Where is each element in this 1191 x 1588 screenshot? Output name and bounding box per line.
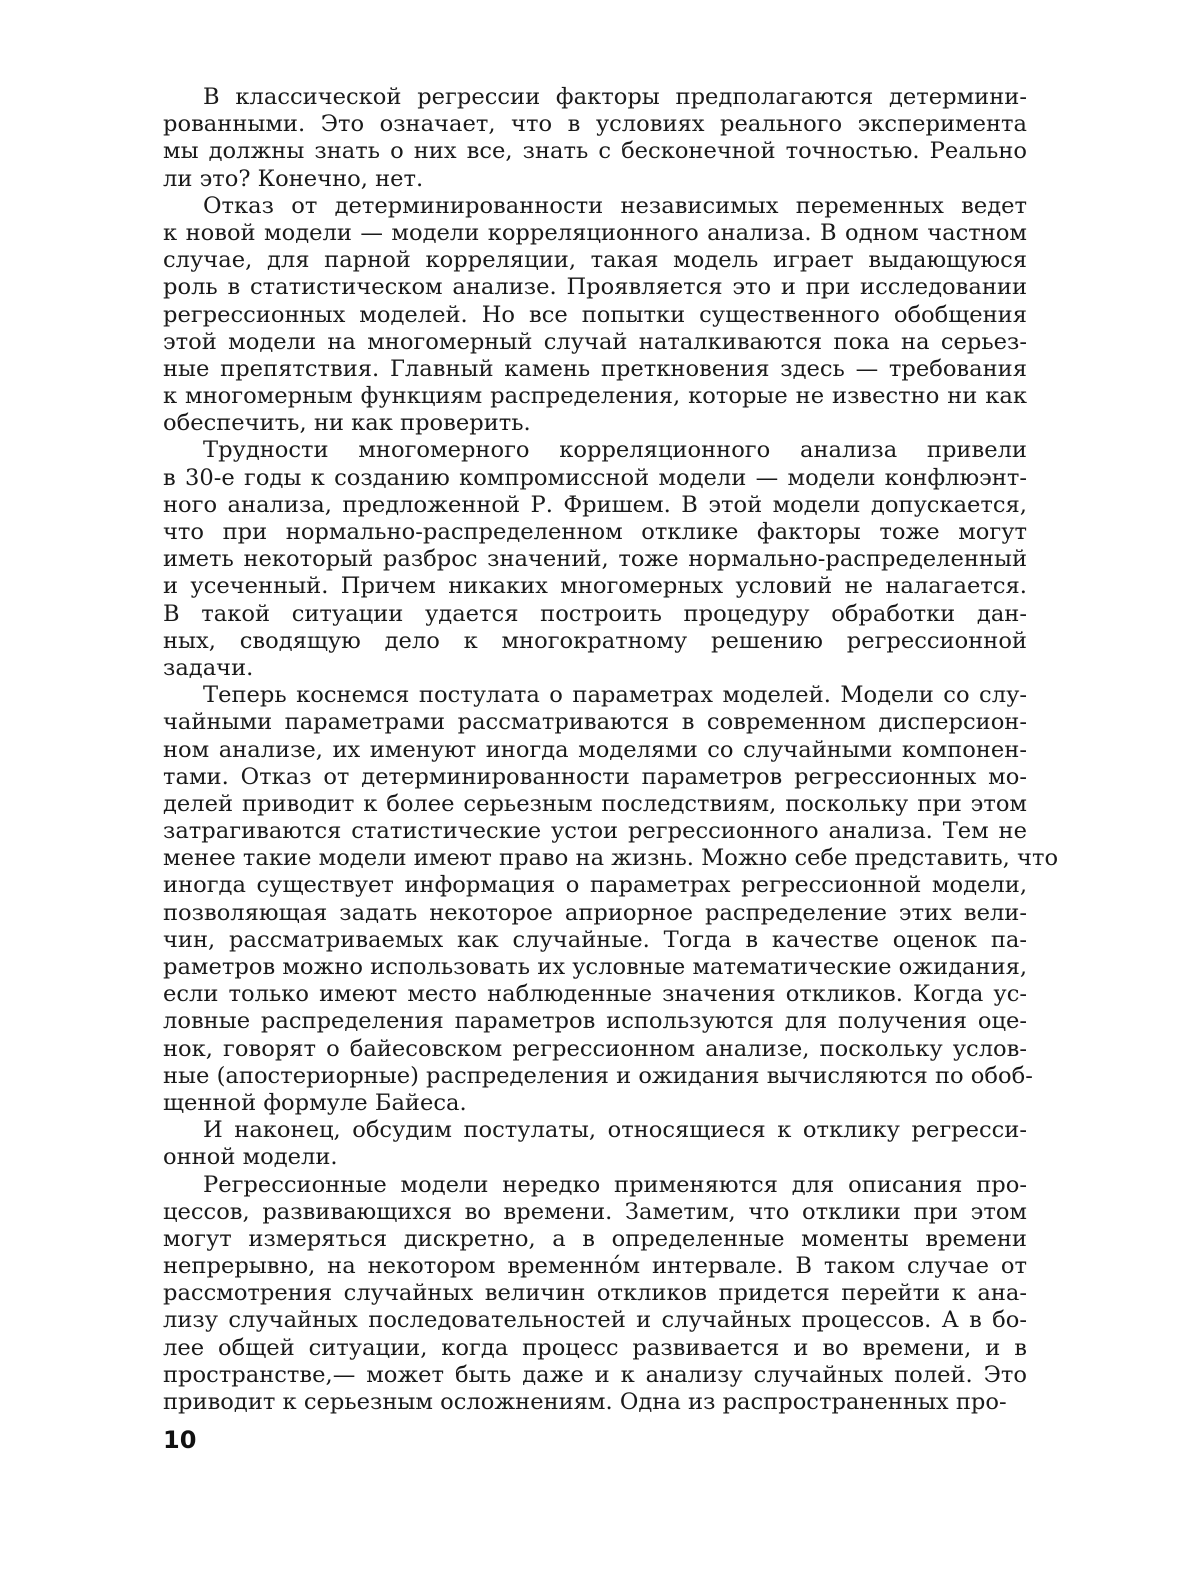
text-line: роль в статистическом анализе. Проявляется это и при исследовании (163, 274, 1027, 301)
body-text (163, 84, 1059, 1416)
text-line: В классической регрессии факторы предполагаются детермини- (203, 84, 1027, 110)
text-line: иногда существует информация о параметрах регрессионной модели, (163, 872, 1027, 899)
text-line: нок, говорят о байесовском регрессионном анализе, поскольку услов- (163, 1035, 1027, 1062)
text-line: менее такие модели имеют право на жизнь. Можно себе представить, что (163, 845, 1059, 872)
text-line: ного анализа, предложенной Р. Фришем. В этой модели допускается, (163, 491, 1027, 518)
text-line: ли это? Конечно, нет. (163, 165, 424, 192)
text-line: регрессионных моделей. Но все попытки существенного обобщения (163, 301, 1027, 328)
text-line: чайными параметрами рассматриваются в современном дисперсион- (163, 709, 1027, 736)
paragraph (163, 437, 1027, 682)
text-line: обеспечить, ни как проверить. (163, 410, 531, 437)
text-line: ные препятствия. Главный камень преткновения здесь — требования (163, 355, 1027, 382)
text-line: лизу случайных последовательностей и случайных процессов. А в бо- (163, 1307, 1027, 1334)
paragraph (163, 1117, 1027, 1171)
text-line: приводит к серьезным осложнениям. Одна из распространенных про- (163, 1389, 1007, 1415)
text-line: ловные распределения параметров используются для получения оце- (163, 1008, 1027, 1035)
text-line: и усеченный. Причем никаких многомерных условий не налагается. (163, 573, 1027, 600)
text-line: затрагиваются статистические устои регрессионного анализа. Тем не (163, 818, 1027, 845)
text-line: Регрессионные модели нередко применяются для описания про- (203, 1171, 1027, 1198)
text-line: Теперь коснемся постулата о параметрах моделей. Модели со слу- (203, 682, 1027, 709)
text-line: мы должны знать о них все, знать с бесконечной точностью. Реально (163, 138, 1027, 165)
text-line: рованными. Это означает, что в условиях реального эксперимента (163, 111, 1027, 138)
text-line: рассмотрения случайных величин откликов придется перейти к ана- (163, 1280, 1027, 1307)
text-line: чин, рассматриваемых как случайные. Тогда в качестве оценок па- (163, 926, 1027, 953)
text-line: что при нормально-распределенном отклике факторы тоже могут (163, 519, 1027, 545)
text-line: ном анализе, их именуют иногда моделями со случайными компонен- (163, 736, 1027, 763)
text-line: раметров можно использовать их условные математические ожидания, (163, 954, 1028, 980)
page-number: 10 (163, 1426, 197, 1454)
text-line: онной модели. (163, 1144, 338, 1171)
paragraph (163, 84, 1027, 193)
text-line: цессов, развивающихся во времени. Заметим, что отклики при этом (163, 1198, 1027, 1225)
paragraph (163, 193, 1027, 438)
text-line: тами. Отказ от детерминированности параметров регрессионных мо- (163, 763, 1027, 790)
paragraph (163, 682, 1059, 1117)
text-line: если только имеют место наблюденные значения откликов. Когда ус- (163, 981, 1027, 1008)
text-line: задачи. (163, 654, 254, 681)
text-line: позволяющая задать некоторое априорное распределение этих вели- (163, 899, 1027, 926)
text-line: могут измеряться дискретно, а в определенные моменты времени (163, 1225, 1027, 1252)
text-line: ных, сводящую дело к многократному решению регрессионной (163, 627, 1027, 654)
text-line: щенной формуле Байеса. (163, 1089, 467, 1116)
text-line: делей приводит к более серьезным последствиям, поскольку при этом (163, 790, 1027, 817)
text-line: к новой модели — модели корреляционного анализа. В одном частном (163, 219, 1027, 246)
text-line: ные (апостериорные) распределения и ожидания вычисляются по обоб- (163, 1062, 1033, 1089)
text-line: лее общей ситуации, когда процесс развивается и во времени, и в (163, 1334, 1027, 1361)
text-line: Трудности многомерного корреляционного анализа привели (203, 437, 1027, 464)
text-line: Отказ от детерминированности независимых переменных ведет (203, 192, 1027, 219)
text-line: В такой ситуации удается построить процедуру обработки дан- (163, 600, 1027, 627)
text-line: непрерывно, на некотором временно́м интервале. В таком случае от (163, 1253, 1027, 1280)
text-line: к многомерным функциям распределения, которые не известно ни как (163, 383, 1027, 410)
text-line: в 30-е годы к созданию компромиссной модели — модели конфлюэнт- (163, 464, 1027, 491)
text-line: случае, для парной корреляции, такая модель играет выдающуюся (163, 247, 1027, 274)
text-line: этой модели на многомерный случай наталкиваются пока на серьез- (163, 328, 1027, 355)
text-line: пространстве,— может быть даже и к анализу случайных полей. Это (163, 1361, 1027, 1388)
paragraph (163, 1172, 1027, 1417)
text-line: иметь некоторый разброс значений, тоже нормально-распределенный (163, 546, 1027, 573)
text-line: И наконец, обсудим постулаты, относящиеся к отклику регресси- (203, 1117, 1027, 1144)
